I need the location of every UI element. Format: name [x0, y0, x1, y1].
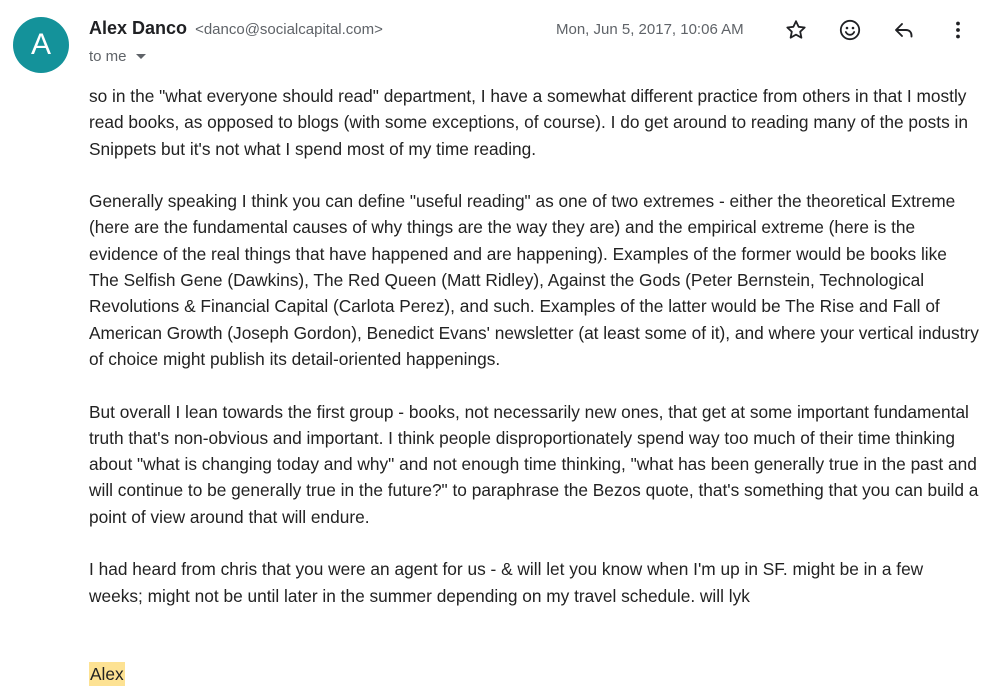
star-button[interactable] [782, 16, 810, 44]
reply-button[interactable] [890, 16, 918, 44]
caret-down-icon[interactable] [136, 54, 146, 59]
recipient-label: to me [89, 48, 127, 65]
email-body [89, 83, 979, 635]
email-signature: Alex [90, 664, 124, 684]
recipient-details-toggle[interactable] [89, 48, 146, 65]
body-paragraph: I had heard from chris that you were an agent for us - & will let you know when I'm up in SF. might be in a few weeks; might not be until later in the summer depending on my travel schedule. will lyk [89, 559, 924, 606]
emoji-icon [838, 18, 862, 42]
star-icon [784, 18, 808, 42]
sender-name[interactable]: Alex Danco [89, 18, 188, 38]
more-options-button[interactable] [944, 16, 972, 44]
body-paragraph: so in the "what everyone should read" department, I have a somewhat different practice from others in that I mostly read books, as opposed to blogs (with some exceptions, of course). I do get around to reading many of the posts in Snippets but it's not what I spend most of my time reading. [89, 86, 968, 159]
sender-header [89, 18, 383, 39]
email-date: Mon, Jun 5, 2017, 10:06 AM [556, 21, 744, 38]
emoji-reaction-button[interactable] [836, 16, 864, 44]
sender-avatar[interactable]: A [13, 17, 69, 73]
body-paragraph: Generally speaking I think you can define "useful reading" as one of two extremes - either the theoretical Extreme (here are the fundamental causes of why things are the way they are) and the empirical extreme (here is the evidence of the real things that have happened and are happening). Examples of the former would be books like The Selfish Gene (Dawkins), The Red Queen (Matt Ridley), Against the Gods (Peter Bernstein, Technological Revolutions & Financial Capital (Carlota Perez), and such. Examples of the latter would be The Rise and Fall of American Growth (Joseph Gordon), Benedict Evans' newsletter (at least some of it), and where your vertical industry of choice might publish its detail-oriented happenings. [89, 191, 979, 369]
body-paragraph: But overall I lean towards the first group - books, not necessarily new ones, that get at some important fundamental truth that's non-obvious and important. I think people disproportionately spend way too much of their time thinking about "what is changing today and why" and not enough time thinking, "what has been generally true in the past and will continue to be generally true in the future?" to paraphrase the Bezos quote, that's something that you can build a point of view around that will endure. [89, 401, 979, 527]
more-vert-icon [946, 18, 970, 42]
reply-icon [892, 18, 916, 42]
sender-email: <danco@socialcapital.com> [195, 21, 383, 38]
